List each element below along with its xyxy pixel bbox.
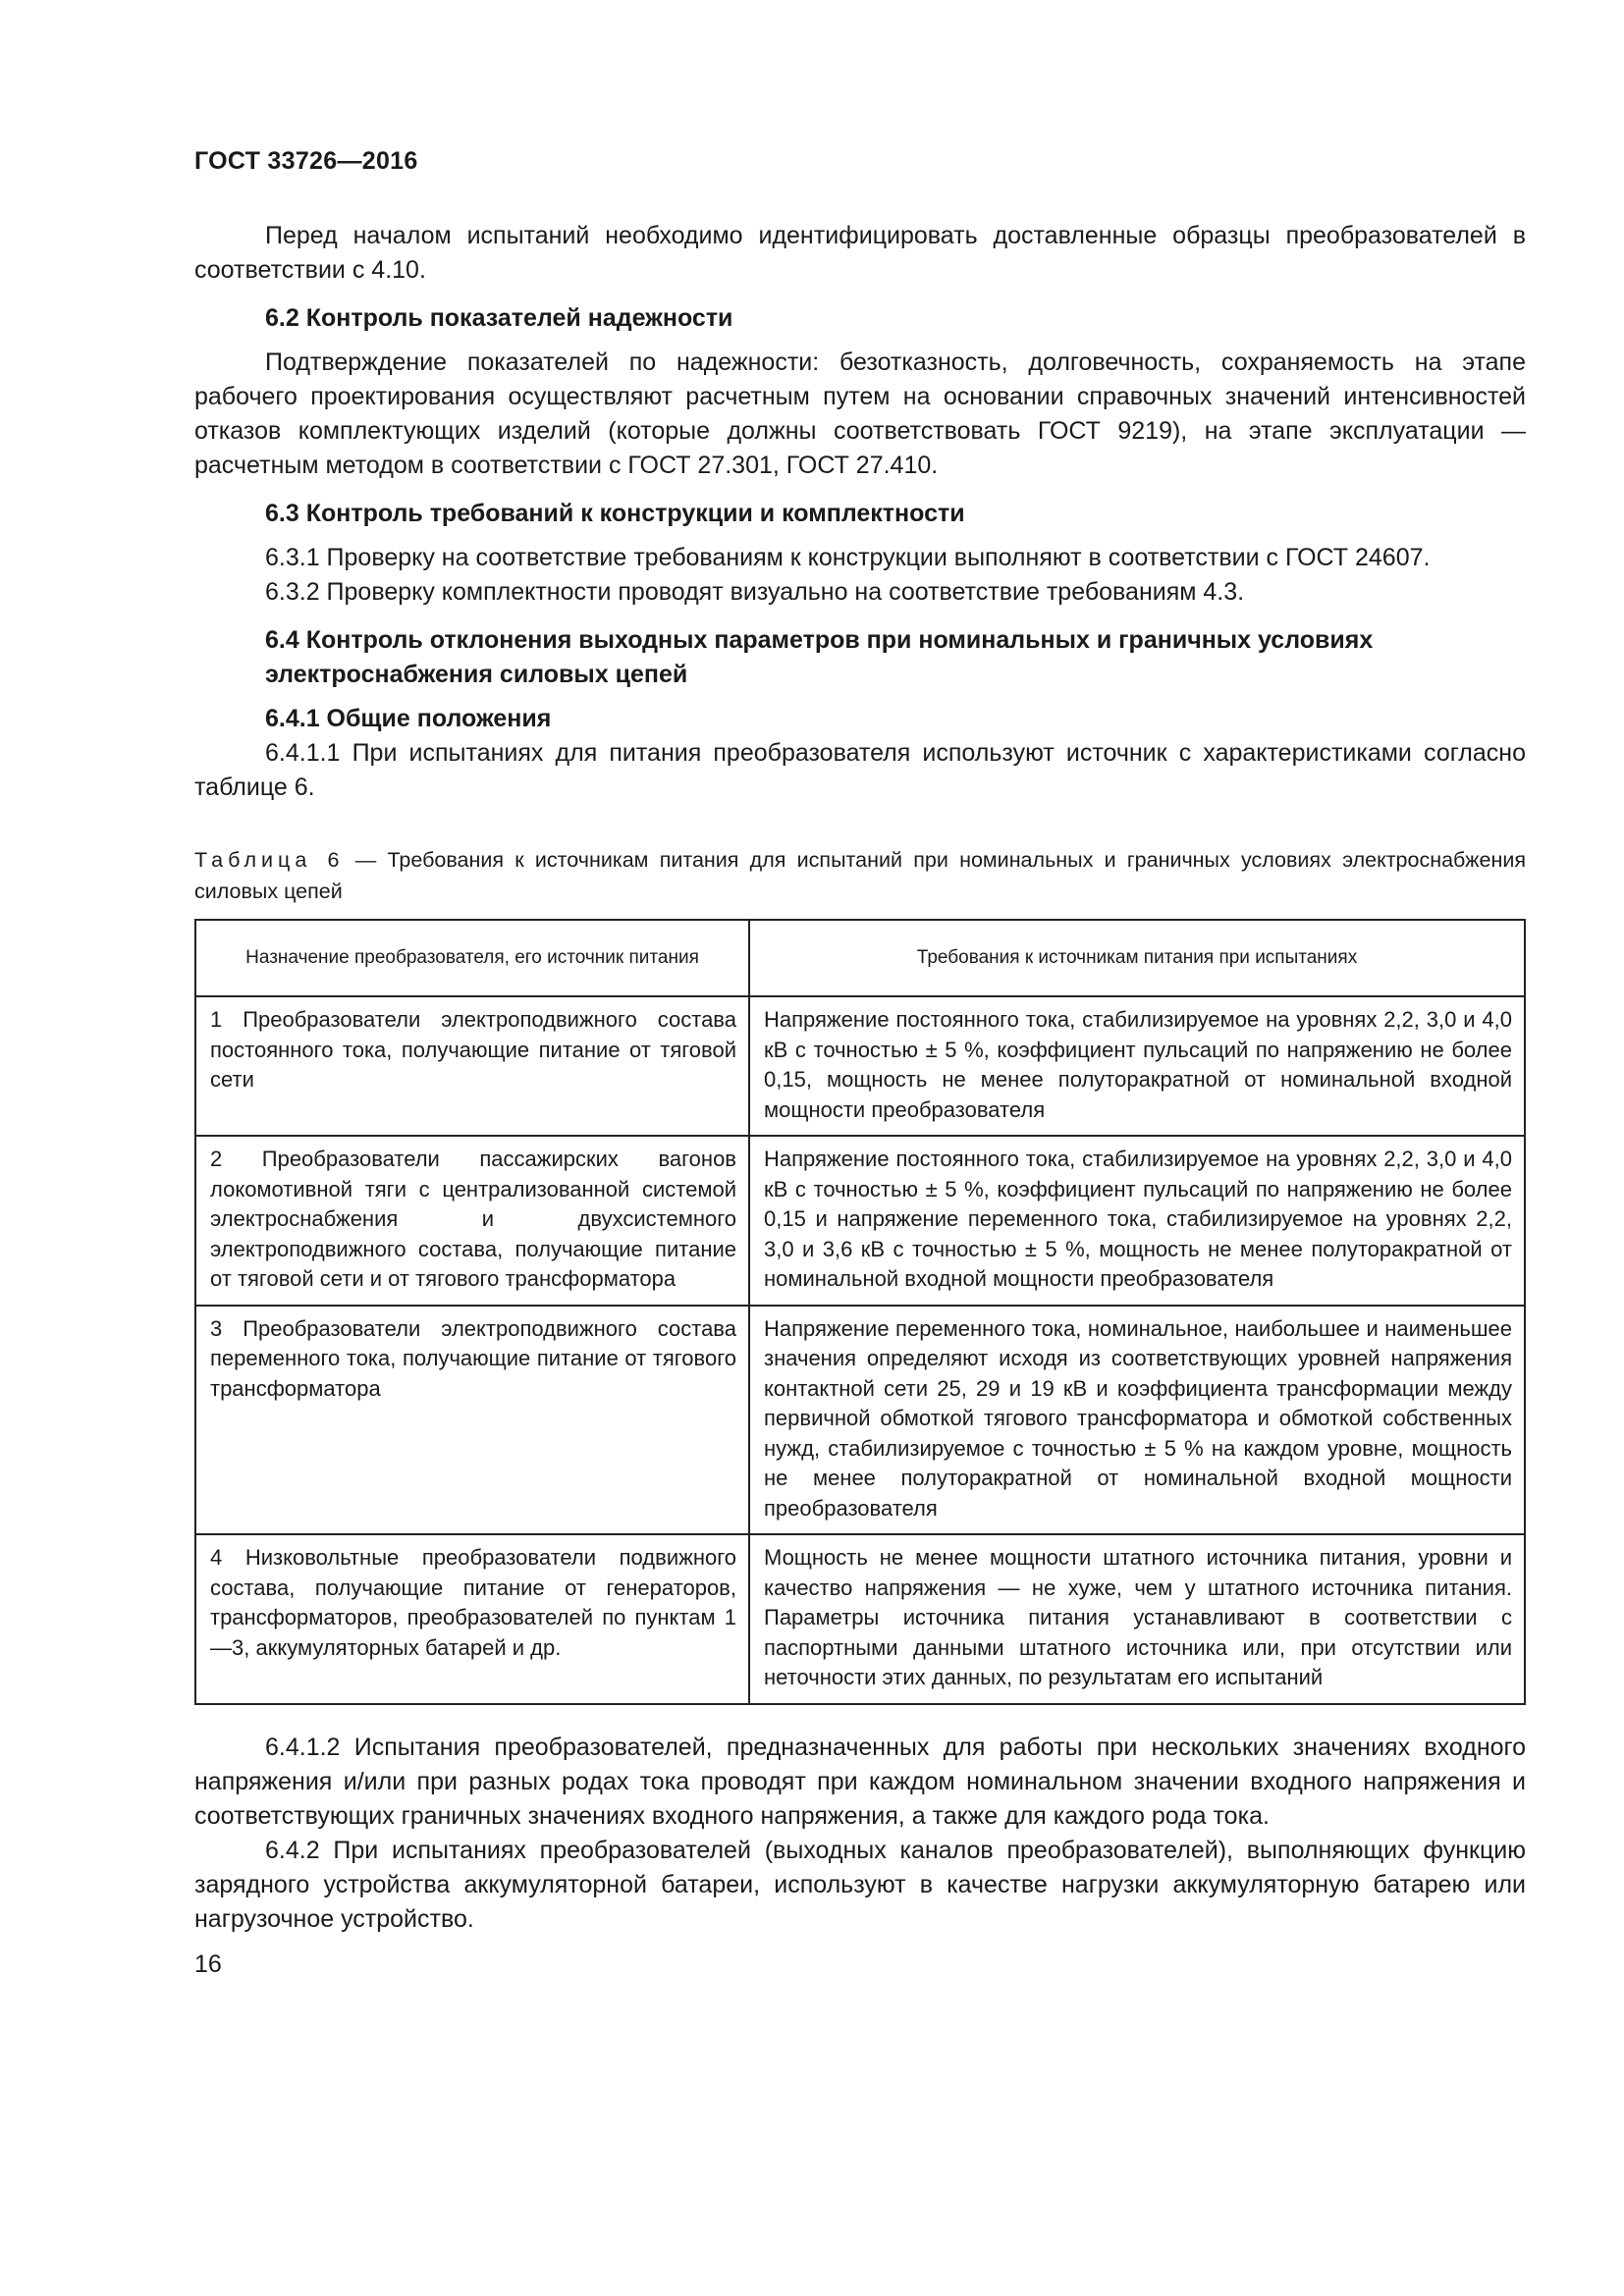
paragraph-6-3-2: 6.3.2 Проверку комплектности проводят визуально на соответствие требованиям 4.3. — [265, 578, 1245, 606]
table-cell-purpose: 3 Преобразователи электроподвижного состава переменного тока, получающие питание от тягового трансформатора — [195, 1306, 749, 1535]
table-cell-purpose: 4 Низковольтные преобразователи подвижного состава, получающие питание от генераторов, трансформаторов, преобразователей по пунктам 1—3, аккумуляторных батарей и др. — [195, 1534, 749, 1704]
table-6 — [194, 919, 1526, 1705]
table-cell-purpose: 2 Преобразователи пассажирских вагонов локомотивной тяги с централизованной системой электроснабжения и двухсистемного электроподвижного состава, получающие питание от тяговой сети и от тягового трансформатора — [195, 1136, 749, 1306]
table-header-purpose: Назначение преобразователя, его источник питания — [195, 920, 749, 996]
table-cell-requirements: Напряжение постоянного тока, стабилизируемое на уровнях 2,2, 3,0 и 4,0 кВ с точностью ± 5 %, коэффициент пульсаций по напряжению не более 0,15, мощность не менее полуторакратной от номинальной входной мощности преобразователя — [749, 996, 1525, 1136]
table-header-requirements: Требования к источникам питания при испытаниях — [749, 920, 1525, 996]
paragraph-6-4-1-2: 6.4.1.2 Испытания преобразователей, предназначенных для работы при нескольких значениях входного напряжения и/или при разных родах тока проводят при каждом номинальном значении входного напряжения и соответствующих граничных значениях входного напряжения, а также для каждого рода тока. — [194, 1733, 1526, 1830]
section-6-3-heading: 6.3 Контроль требований к конструкции и комплектности — [265, 500, 965, 527]
section-6-2-heading: 6.2 Контроль показателей надежности — [265, 304, 733, 332]
table-cell-requirements: Напряжение постоянного тока, стабилизируемое на уровнях 2,2, 3,0 и 4,0 кВ с точностью ± 5 %, коэффициент пульсаций по напряжению не более 0,15 и напряжение переменного тока, стабилизируемое на уровнях 2,2, 3,0 и 3,6 кВ с точностью ± 5 %, мощность не менее полуторакратной от номинальной входной мощности преобразователя — [749, 1136, 1525, 1306]
table-header-row — [195, 920, 1525, 996]
paragraph-6-4-1-1: 6.4.1.1 При испытаниях для питания преобразователя используют источник с характеристиками согласно таблице 6. — [194, 739, 1526, 801]
table-row — [195, 1306, 1525, 1535]
table-6-caption-label: Таблица 6 — [194, 848, 345, 872]
section-6-4-heading: 6.4 Контроль отклонения выходных параметров при номинальных и граничных условиях электроснабжения силовых цепей — [265, 626, 1374, 688]
paragraph-6-3-1: 6.3.1 Проверку на соответствие требованиям к конструкции выполняют в соответствии с ГОСТ 24607. — [265, 544, 1431, 571]
table-cell-requirements: Мощность не менее мощности штатного источника питания, уровни и качество напряжения — не хуже, чем у штатного источника питания. Параметры источника питания устанавливают в соответствии с паспортными данными штатного источника или, при отсутствии или неточности этих данных, по результатам его испытаний — [749, 1534, 1525, 1704]
paragraph-6-4-2: 6.4.2 При испытаниях преобразователей (выходных каналов преобразователей), выполняющих функцию зарядного устройства аккумуляторной батареи, используют в качестве нагрузки аккумуляторную батарею или нагрузочное устройство. — [194, 1836, 1526, 1933]
page-number: 16 — [194, 1949, 222, 1978]
table-6-caption-text: — Требования к источникам питания для испытаний при номинальных и граничных условиях электроснабжения силовых цепей — [194, 848, 1526, 903]
table-cell-purpose: 1 Преобразователи электроподвижного состава постоянного тока, получающие питание от тяговой сети — [195, 996, 749, 1136]
table-row — [195, 1534, 1525, 1704]
section-6-4-1-heading: 6.4.1 Общие положения — [265, 705, 552, 732]
table-6-caption — [194, 844, 1526, 907]
document-header: ГОСТ 33726—2016 — [194, 147, 418, 175]
table-row — [195, 1136, 1525, 1306]
table-row — [195, 996, 1525, 1136]
document-page — [194, 147, 1526, 1979]
table-cell-requirements: Напряжение переменного тока, номинальное, наибольшее и наименьшее значения определяют исходя из соответствующих уровней напряжения контактной сети 25, 29 и 19 кВ и коэффициента трансформации между первичной обмоткой тягового трансформатора и обмоткой собственных нужд, стабилизируемое с точностью ± 5 % на каждом уровне, мощность не менее полуторакратной от номинальной входной мощности преобразователя — [749, 1306, 1525, 1535]
intro-paragraph: Перед началом испытаний необходимо идентифицировать доставленные образцы преобразователей в соответствии с 4.10. — [194, 222, 1526, 284]
section-6-2-text: Подтверждение показателей по надежности: безотказность, долговечность, сохраняемость на этапе рабочего проектирования осуществляют расчетным путем на основании справочных значений интенсивностей отказов комплектующих изделий (которые должны соответствовать ГОСТ 9219), на этапе эксплуатации — расчетным методом в соответствии с ГОСТ 27.301, ГОСТ 27.410. — [194, 348, 1526, 479]
